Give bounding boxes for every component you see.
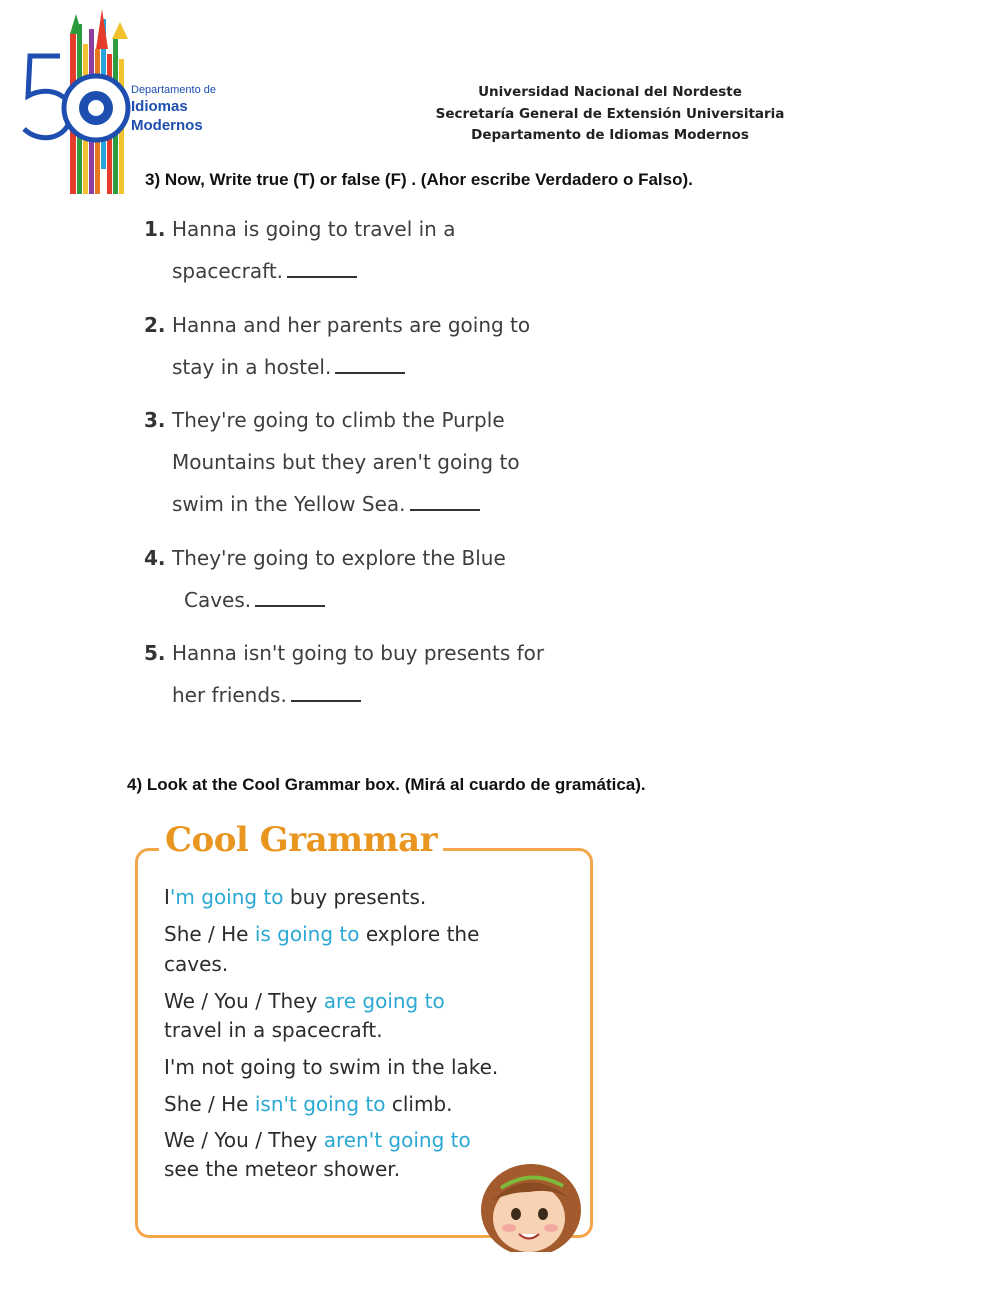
grammar-line-5: She / He isn't going to climb. xyxy=(164,1092,453,1116)
statement-text: swim in the Yellow Sea. xyxy=(172,492,406,516)
grammar-line-3b: travel in a spacecraft. xyxy=(164,1018,383,1042)
statement-text: Hanna is going to travel in a xyxy=(172,217,456,241)
cool-grammar-box xyxy=(131,820,601,1252)
statement-text: stay in a hostel. xyxy=(172,355,332,379)
statement-2 xyxy=(144,304,614,388)
logo-title-line1: Idiomas xyxy=(131,98,188,115)
statement-number: 4. xyxy=(144,546,166,570)
statement-4 xyxy=(144,537,614,621)
answer-blank[interactable] xyxy=(335,371,405,374)
statement-3 xyxy=(144,399,614,525)
logo-dept-label: Departamento de xyxy=(131,84,216,96)
answer-blank[interactable] xyxy=(410,508,480,511)
grammar-line-2: She / He is going to explore the xyxy=(164,922,480,946)
statement-1 xyxy=(144,208,614,292)
exercise-4-instruction: 4) Look at the Cool Grammar box. (Mirá al cuardo de gramática). xyxy=(127,775,646,794)
grammar-line-6: We / You / They aren't going to xyxy=(164,1128,471,1152)
girl-illustration xyxy=(471,1148,601,1252)
grammar-line-1: I'm going to buy presents. xyxy=(164,885,427,909)
statement-number: 1. xyxy=(144,217,166,241)
statement-text: Caves. xyxy=(184,588,252,612)
logo-title-line2: Modernos xyxy=(131,117,203,134)
answer-blank[interactable] xyxy=(255,604,325,607)
statement-5 xyxy=(144,632,614,716)
answer-blank[interactable] xyxy=(287,275,357,278)
header-secretaria: Secretaría General de Extensión Universitaria xyxy=(435,105,785,122)
grammar-title: Cool Grammar xyxy=(159,820,443,860)
statement-text: her friends. xyxy=(172,683,287,707)
header-department: Departamento de Idiomas Modernos xyxy=(471,127,749,143)
institution-header xyxy=(410,82,810,147)
header-university: Universidad Nacional del Nordeste xyxy=(478,84,742,100)
statement-text: They're going to climb the Purple xyxy=(172,408,505,432)
statement-text: Hanna isn't going to buy presents for xyxy=(172,641,545,665)
answer-blank[interactable] xyxy=(291,699,361,702)
exercise-3-instruction: 3) Now, Write true (T) or false (F) . (Ahor escribe Verdadero o Falso). xyxy=(145,170,693,189)
statement-number: 2. xyxy=(144,313,166,337)
statement-text: Hanna and her parents are going to xyxy=(172,313,531,337)
statement-text: Mountains but they aren't going to xyxy=(172,450,520,474)
grammar-line-3: We / You / They are going to xyxy=(164,989,445,1013)
grammar-line-2b: caves. xyxy=(164,952,229,976)
statement-text: They're going to explore the Blue xyxy=(172,546,506,570)
grammar-line-4: I'm not going to swim in the lake. xyxy=(164,1055,499,1079)
statement-text: spacecraft. xyxy=(172,259,284,283)
statement-number: 3. xyxy=(144,408,166,432)
statement-number: 5. xyxy=(144,641,166,665)
grammar-line-6b: see the meteor shower. xyxy=(164,1157,401,1181)
